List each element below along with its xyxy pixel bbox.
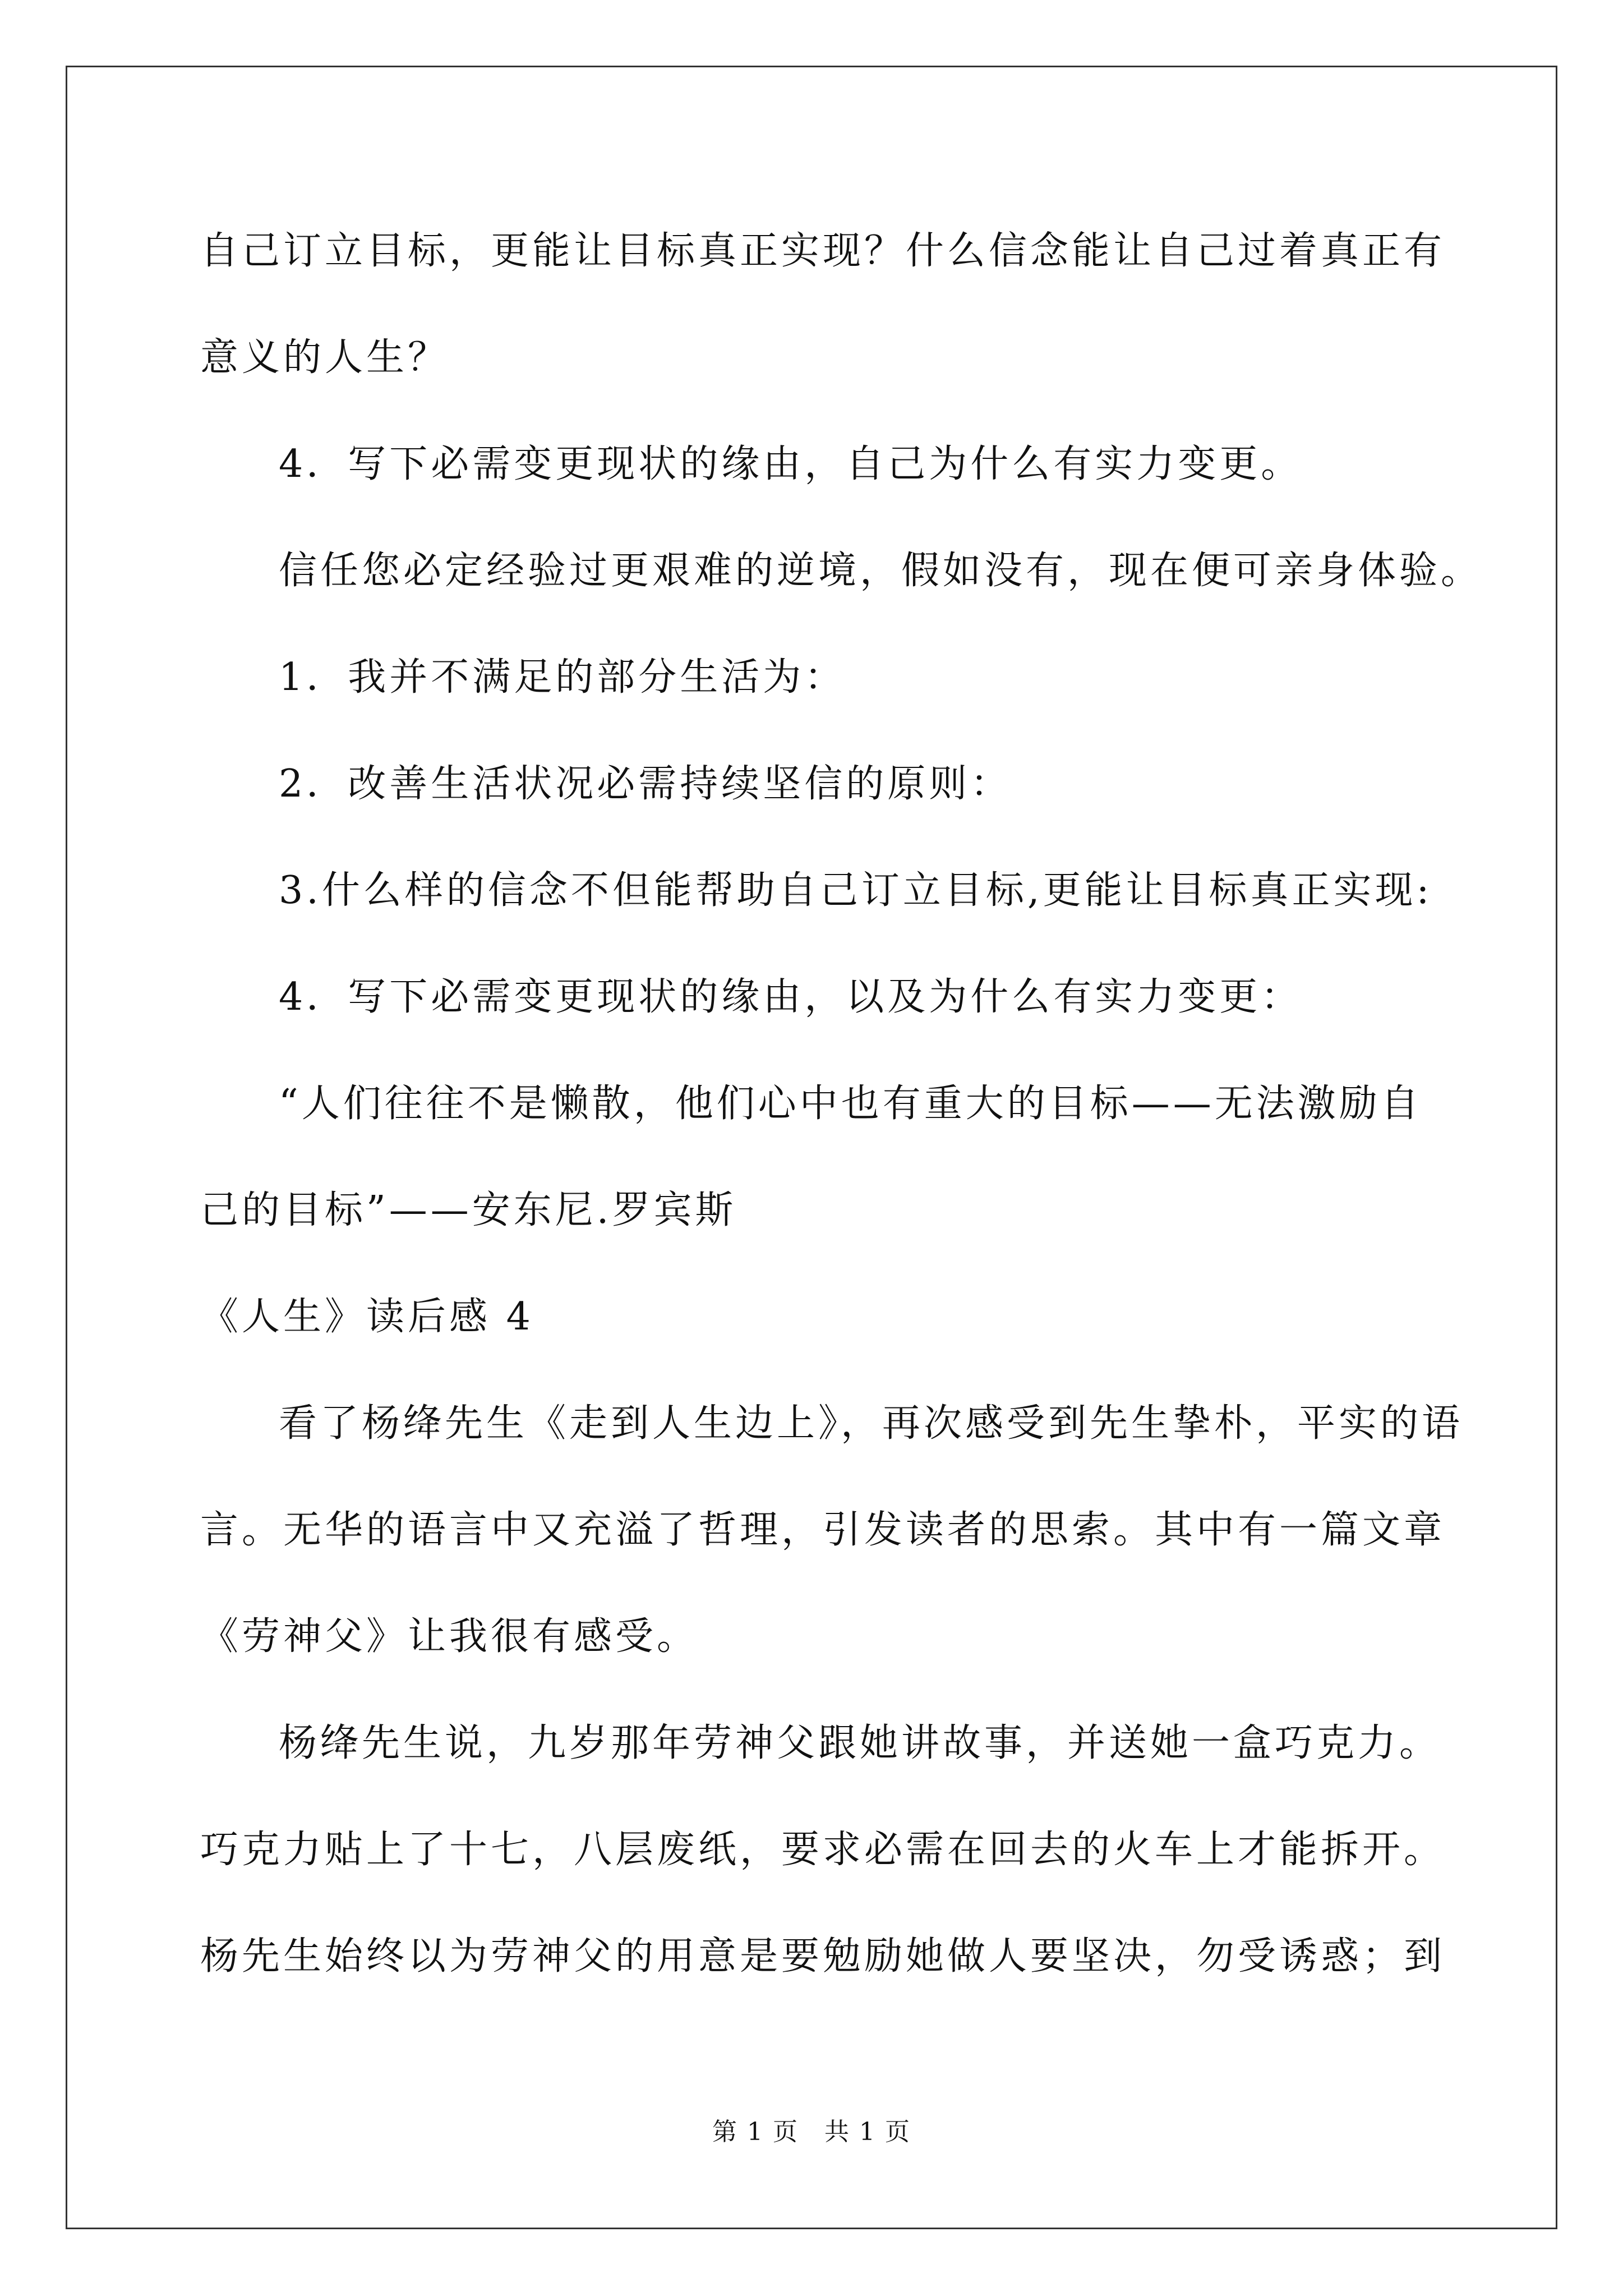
paragraph-line: 1．我并不满足的部分生活为： xyxy=(279,655,846,700)
paragraph-line: 看了杨绛先生《走到人生边上》，再次感受到先生挚朴，平实的语 xyxy=(279,1401,1464,1446)
quote-line: “人们往往不是懒散，他们心中也有重大的目标——无法激励自 xyxy=(279,1082,1422,1126)
paragraph-line: 4．写下必需变更现状的缘由，以及为什么有实力变更： xyxy=(279,975,1303,1019)
paragraph-line: 《劳神父》让我很有感受。 xyxy=(200,1614,699,1659)
paragraph-line: 3.什么样的信念不但能帮助自己订立目标,更能让目标真正实现: xyxy=(279,868,1433,913)
paragraph-line: 杨先生始终以为劳神父的用意是要勉励她做人要坚决，勿受诱惑；到 xyxy=(200,1934,1446,1978)
page-border xyxy=(66,66,1557,2229)
paragraph-line: 4．写下必需变更现状的缘由，自己为什么有实力变更。 xyxy=(279,442,1303,486)
quote-line: 己的目标”——安东尼.罗宾斯 xyxy=(200,1188,737,1232)
paragraph-line: 意义的人生？ xyxy=(200,335,450,380)
paragraph-line: 2．改善生活状况必需持续坚信的原则： xyxy=(279,762,1012,806)
section-heading: 《人生》读后感 4 xyxy=(200,1295,534,1339)
page-number-footer: 第 1 页 共 1 页 xyxy=(712,2118,911,2146)
paragraph-line: 巧克力贴上了十七，八层废纸，要求必需在回去的火车上才能拆开。 xyxy=(200,1828,1446,1872)
paragraph-line: 杨绛先生说，九岁那年劳神父跟她讲故事，并送她一盒巧克力。 xyxy=(279,1721,1441,1765)
paragraph-line: 言。无华的语言中又充溢了哲理，引发读者的思索。其中有一篇文章 xyxy=(200,1508,1446,1552)
paragraph-line: 自己订立目标，更能让目标真正实现？什么信念能让自己过着真正有 xyxy=(200,229,1446,273)
paragraph-line: 信任您必定经验过更艰难的逆境，假如没有，现在便可亲身体验。 xyxy=(279,549,1483,593)
